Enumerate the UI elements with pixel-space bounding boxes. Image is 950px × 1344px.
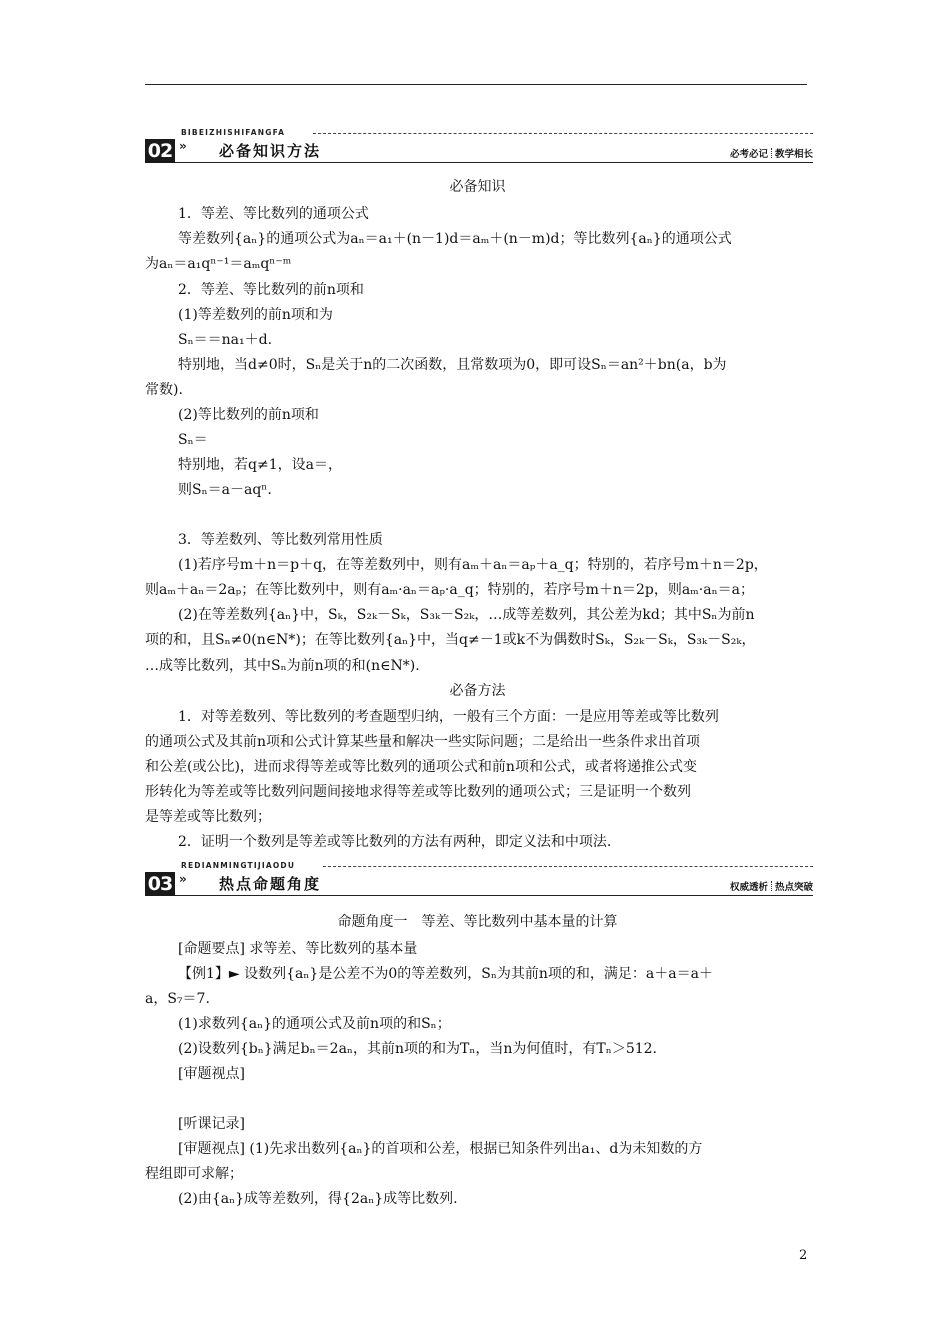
- example-line: 【例1】► 设数列{aₙ}是公差不为0的等差数列，Sₙ为其前n项的和，满足：a＋a＝a＋: [178, 966, 713, 982]
- text-line: (2)等比数列的前n项和: [178, 407, 319, 423]
- text-line: 和公差(或公比)，进而求得等差或等比数列的通项公式和前n项和公式，或者将递推公式变: [145, 759, 697, 775]
- text-line: 1．等差、等比数列的通项公式: [178, 206, 369, 222]
- text-line: 形转化为等差或等比数列问题间接地求得等差或等比数列的通项公式；三是证明一个数列: [145, 784, 691, 800]
- section-header-02: [145, 128, 813, 168]
- page-number: 2: [799, 1248, 808, 1263]
- section-pinyin: BIBEIZHISHIFANGFA: [181, 128, 286, 137]
- section-tag: [730, 146, 813, 160]
- text-line: 的通项公式及其前n项和公式计算某些量和解决一些实际问题；二是给出一些条件求出首项: [145, 734, 701, 750]
- section-tag-right: 热点突破: [774, 882, 813, 893]
- text-line: 3．等差数列、等比数列常用性质: [178, 532, 383, 548]
- text-line: 常数).: [145, 382, 183, 398]
- dotted-divider: [771, 881, 772, 891]
- text-line: 项的和，且Sₙ≠0(n∈N*)；在等比数列{aₙ}中，当q≠－1或k不为偶数时Sₖ，S₂ₖ－Sₖ，S₃ₖ－S₂ₖ，: [145, 632, 756, 648]
- text-line: 2．等差、等比数列的前n项和: [178, 282, 364, 298]
- text-line: (1)求数列{aₙ}的通项公式及前n项的和Sₙ；: [178, 1016, 451, 1032]
- text-line: 是等差或等比数列；: [145, 809, 271, 825]
- subheading-knowledge: 必备知识: [449, 179, 506, 195]
- text-line: [命题要点] 求等差、等比数列的基本量: [178, 941, 418, 957]
- subheading-methods: 必备方法: [449, 683, 506, 699]
- dashed-rule: [323, 866, 813, 867]
- chevron-icon: »: [179, 872, 187, 886]
- text-line: 2．证明一个数列是等差或等比数列的方法有两种，即定义法和中项法.: [178, 834, 612, 850]
- formula-line: Sₙ＝＝na₁＋d.: [178, 332, 273, 348]
- text-line: 特别地，若q≠1，设a＝，: [178, 457, 342, 473]
- text-line: (1)若序号m＋n＝p＋q，在等差数列中，则有aₘ＋aₙ＝aₚ＋a_q；特别的，若序号m＋n＝2p，: [178, 557, 768, 573]
- chevron-icon: »: [179, 139, 187, 153]
- section-pinyin: REDIANMINGTIJIAODU: [181, 861, 296, 870]
- text-line: 为aₙ＝a₁qⁿ⁻¹＝aₘqⁿ⁻ᵐ: [145, 256, 292, 272]
- text-line: (2)在等差数列{aₙ}中，Sₖ，S₂ₖ－Sₖ，S₃ₖ－S₂ₖ，…成等差数列，其公差为kd；其中Sₙ为前n: [178, 607, 755, 623]
- text-line: a，S₇＝7.: [145, 991, 210, 1007]
- section-number-badge: 02: [145, 139, 175, 163]
- text-line: 特别地，当d≠0时，Sₙ是关于n的二次函数，且常数项为0，即可设Sₙ＝an²＋bn(a，b为: [178, 357, 727, 373]
- text-line: …成等比数列，其中Sₙ为前n项的和(n∈N*).: [145, 658, 420, 674]
- section-number-badge: 03: [145, 872, 175, 896]
- section-header-03: [145, 861, 813, 901]
- section-tag-left: 权威透析: [729, 882, 768, 893]
- section-tag: [730, 879, 813, 893]
- formula-line: Sₙ＝: [178, 432, 208, 448]
- text-line: 1．对等差数列、等比数列的考查题型归纳，一般有三个方面：一是应用等差或等比数列: [178, 709, 719, 725]
- section-tag-right: 教学相长: [774, 149, 813, 160]
- text-line: [审题视点]: [178, 1066, 245, 1082]
- text-line: [审题视点] (1)先求出数列{aₙ}的首项和公差，根据已知条件列出a₁、d为未知数的方: [178, 1141, 703, 1157]
- section-title: 必备知识方法: [219, 142, 322, 160]
- text-line: 程组即可求解；: [145, 1166, 243, 1182]
- subheading-angle-1: 命题角度一 等差、等比数列中基本量的计算: [337, 914, 618, 930]
- section-tag-left: 必考必记: [729, 149, 768, 160]
- top-rule: [145, 84, 807, 85]
- text-line: (2)设数列{bₙ}满足bₙ＝2aₙ，其前n项的和为Tₙ，当n为何值时，有Tₙ＞512.: [178, 1041, 657, 1057]
- formula-line: 则Sₙ＝a－aqⁿ.: [178, 482, 272, 498]
- text-line: 等差数列{aₙ}的通项公式为aₙ＝a₁＋(n－1)d＝aₘ＋(n－m)d；等比数列{aₙ}的通项公式: [178, 231, 732, 247]
- dotted-divider: [771, 148, 772, 158]
- section-title: 热点命题角度: [219, 875, 322, 893]
- text-line: (2)由{aₙ}成等差数列，得{2aₙ}成等比数列.: [178, 1191, 458, 1207]
- text-line: [听课记录]: [178, 1116, 245, 1132]
- text-line: 则aₘ＋aₙ＝2aₚ；在等比数列中，则有aₘ·aₙ＝aₚ·a_q；特别的，若序号m＋n＝2p，则aₘ·aₙ＝a；: [145, 582, 754, 598]
- section-underline: [175, 162, 813, 163]
- dashed-rule: [313, 133, 813, 134]
- text-line: (1)等差数列的前n项和为: [178, 307, 333, 323]
- section-underline: [175, 895, 813, 896]
